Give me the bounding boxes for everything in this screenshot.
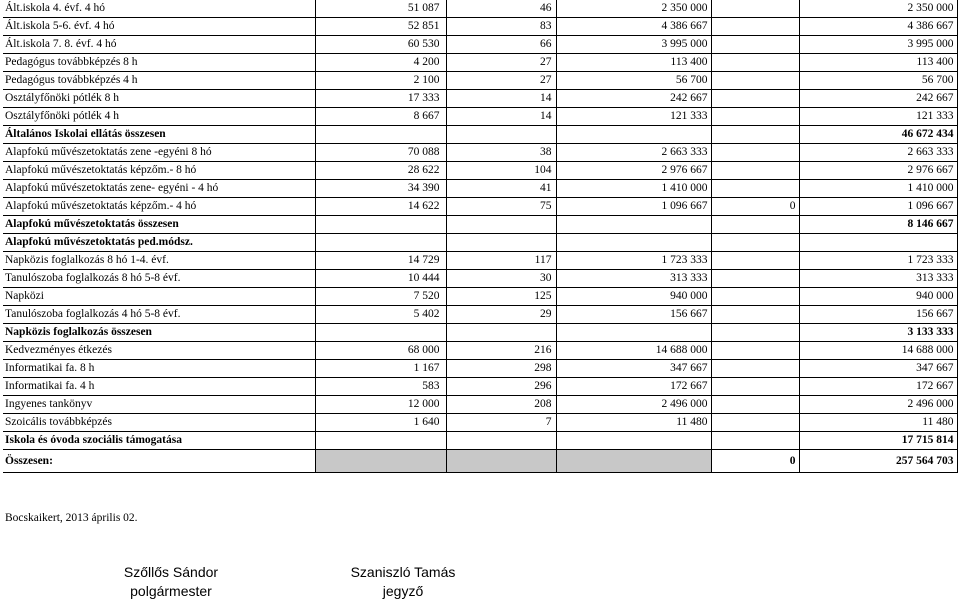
correction-cell — [711, 108, 799, 126]
table-row — [3, 216, 957, 234]
quantity-cell: 117 — [446, 252, 556, 270]
correction-cell — [711, 0, 799, 18]
quantity-cell: 75 — [446, 198, 556, 216]
table-row — [3, 234, 957, 252]
row-label-cell: Ált.iskola 7. 8. évf. 4 hó — [3, 36, 315, 54]
table-row — [3, 360, 957, 378]
total-amount-cell: 56 700 — [799, 72, 957, 90]
amount-cell: 347 667 — [556, 360, 711, 378]
quantity-cell: 30 — [446, 270, 556, 288]
row-label-cell: Általános Iskolai ellátás összesen — [3, 126, 315, 144]
row-label-cell: Ingyenes tankönyv — [3, 396, 315, 414]
amount-cell: 121 333 — [556, 108, 711, 126]
correction-cell — [711, 72, 799, 90]
correction-cell — [711, 432, 799, 450]
row-label-cell: Alapfokú művészetoktatás zene -egyéni 8 hó — [3, 144, 315, 162]
row-label-cell: Ált.iskola 4. évf. 4 hó — [3, 0, 315, 18]
table-row — [3, 414, 957, 432]
amount-cell — [556, 234, 711, 252]
quantity-cell — [446, 234, 556, 252]
table-row — [3, 162, 957, 180]
correction-cell — [711, 378, 799, 396]
correction-cell — [711, 90, 799, 108]
unit-amount-cell: 60 530 — [315, 36, 446, 54]
quantity-cell: 41 — [446, 180, 556, 198]
unit-amount-cell — [315, 216, 446, 234]
unit-amount-cell: 52 851 — [315, 18, 446, 36]
correction-cell — [711, 270, 799, 288]
total-amount-cell: 313 333 — [799, 270, 957, 288]
table-row — [3, 36, 957, 54]
table-row — [3, 18, 957, 36]
unit-amount-cell: 10 444 — [315, 270, 446, 288]
total-amount-cell: 113 400 — [799, 54, 957, 72]
total-amount-cell: 121 333 — [799, 108, 957, 126]
amount-cell — [556, 324, 711, 342]
row-label-cell: Tanulószoba foglalkozás 8 hó 5-8 évf. — [3, 270, 315, 288]
amount-cell: 2 496 000 — [556, 396, 711, 414]
amount-cell: 2 350 000 — [556, 0, 711, 18]
total-amount-cell — [799, 234, 957, 252]
correction-cell — [711, 360, 799, 378]
total-amount-cell: 4 386 667 — [799, 18, 957, 36]
row-label-cell: Alapfokú művészetoktatás képzőm.- 4 hó — [3, 198, 315, 216]
quantity-cell: 7 — [446, 414, 556, 432]
correction-cell — [711, 180, 799, 198]
amount-cell: 4 386 667 — [556, 18, 711, 36]
table-body — [3, 0, 957, 473]
row-label-cell: Osztályfőnöki pótlék 8 h — [3, 90, 315, 108]
total-amount-cell: 2 350 000 — [799, 0, 957, 18]
table-row — [3, 378, 957, 396]
correction-cell — [711, 396, 799, 414]
total-amount-cell: 11 480 — [799, 414, 957, 432]
total-amount-cell: 257 564 703 — [799, 450, 957, 473]
total-amount-cell: 2 976 667 — [799, 162, 957, 180]
total-amount-cell: 1 096 667 — [799, 198, 957, 216]
unit-amount-cell: 7 520 — [315, 288, 446, 306]
correction-cell — [711, 216, 799, 234]
signature-notary — [338, 563, 468, 601]
correction-cell — [711, 288, 799, 306]
row-label-cell: Összesen: — [3, 450, 315, 473]
total-amount-cell: 242 667 — [799, 90, 957, 108]
table-row — [3, 0, 957, 18]
unit-amount-cell: 1 640 — [315, 414, 446, 432]
amount-cell: 242 667 — [556, 90, 711, 108]
table-row — [3, 450, 957, 473]
quantity-cell: 104 — [446, 162, 556, 180]
signature-name: Szőllős Sándor — [123, 564, 219, 580]
correction-cell — [711, 414, 799, 432]
total-amount-cell: 8 146 667 — [799, 216, 957, 234]
table-row — [3, 342, 957, 360]
row-label-cell: Napközi — [3, 288, 315, 306]
total-amount-cell: 940 000 — [799, 288, 957, 306]
total-amount-cell: 3 995 000 — [799, 36, 957, 54]
quantity-cell: 27 — [446, 54, 556, 72]
amount-cell — [556, 450, 711, 473]
correction-cell — [711, 324, 799, 342]
quantity-cell — [446, 126, 556, 144]
amount-cell: 113 400 — [556, 54, 711, 72]
row-label-cell: Alapfokú művészetoktatás képzőm.- 8 hó — [3, 162, 315, 180]
unit-amount-cell — [315, 324, 446, 342]
unit-amount-cell: 70 088 — [315, 144, 446, 162]
correction-cell — [711, 54, 799, 72]
quantity-cell: 216 — [446, 342, 556, 360]
amount-cell: 1 410 000 — [556, 180, 711, 198]
unit-amount-cell: 68 000 — [315, 342, 446, 360]
quantity-cell: 296 — [446, 378, 556, 396]
correction-cell — [711, 162, 799, 180]
total-amount-cell: 46 672 434 — [799, 126, 957, 144]
total-amount-cell: 1 723 333 — [799, 252, 957, 270]
row-label-cell: Alapfokú művészetoktatás zene- egyéni - 4 hó — [3, 180, 315, 198]
row-label-cell: Ált.iskola 5-6. évf. 4 hó — [3, 18, 315, 36]
table-row — [3, 270, 957, 288]
table-row — [3, 396, 957, 414]
amount-cell — [556, 126, 711, 144]
quantity-cell — [446, 450, 556, 473]
table-row — [3, 126, 957, 144]
amount-cell: 156 667 — [556, 306, 711, 324]
correction-cell — [711, 36, 799, 54]
quantity-cell: 27 — [446, 72, 556, 90]
amount-cell: 11 480 — [556, 414, 711, 432]
signature-name: Szaniszló Tamás — [350, 564, 456, 580]
budget-table — [3, 0, 958, 473]
total-amount-cell: 2 663 333 — [799, 144, 957, 162]
unit-amount-cell — [315, 432, 446, 450]
unit-amount-cell: 8 667 — [315, 108, 446, 126]
row-label-cell: Napközis foglalkozás összesen — [3, 324, 315, 342]
table-row — [3, 306, 957, 324]
table-row — [3, 432, 957, 450]
correction-cell — [711, 18, 799, 36]
row-label-cell: Szoicális továbbképzés — [3, 414, 315, 432]
quantity-cell: 46 — [446, 0, 556, 18]
row-label-cell: Alapfokú művészetoktatás ped.módsz. — [3, 234, 315, 252]
unit-amount-cell: 14 729 — [315, 252, 446, 270]
signature-title: jegyző — [382, 583, 424, 599]
quantity-cell: 66 — [446, 36, 556, 54]
signature-mayor — [108, 563, 234, 601]
unit-amount-cell: 12 000 — [315, 396, 446, 414]
total-amount-cell: 1 410 000 — [799, 180, 957, 198]
quantity-cell: 298 — [446, 360, 556, 378]
table-row — [3, 144, 957, 162]
unit-amount-cell: 583 — [315, 378, 446, 396]
row-label-cell: Pedagógus továbbképzés 8 h — [3, 54, 315, 72]
amount-cell: 3 995 000 — [556, 36, 711, 54]
correction-cell: 0 — [711, 198, 799, 216]
row-label-cell: Pedagógus továbbképzés 4 h — [3, 72, 315, 90]
correction-cell — [711, 252, 799, 270]
table-row — [3, 324, 957, 342]
amount-cell: 172 667 — [556, 378, 711, 396]
unit-amount-cell: 2 100 — [315, 72, 446, 90]
amount-cell: 56 700 — [556, 72, 711, 90]
row-label-cell: Alapfokú művészetoktatás összesen — [3, 216, 315, 234]
table-row — [3, 288, 957, 306]
row-label-cell: Kedvezményes étkezés — [3, 342, 315, 360]
unit-amount-cell: 28 622 — [315, 162, 446, 180]
amount-cell: 2 976 667 — [556, 162, 711, 180]
table-row — [3, 90, 957, 108]
quantity-cell: 208 — [446, 396, 556, 414]
quantity-cell: 14 — [446, 90, 556, 108]
unit-amount-cell: 34 390 — [315, 180, 446, 198]
total-amount-cell: 17 715 814 — [799, 432, 957, 450]
amount-cell: 1 723 333 — [556, 252, 711, 270]
correction-cell — [711, 342, 799, 360]
total-amount-cell: 347 667 — [799, 360, 957, 378]
row-label-cell: Napközis foglalkozás 8 hó 1-4. évf. — [3, 252, 315, 270]
amount-cell: 1 096 667 — [556, 198, 711, 216]
table-row — [3, 72, 957, 90]
amount-cell — [556, 216, 711, 234]
amount-cell: 940 000 — [556, 288, 711, 306]
quantity-cell — [446, 432, 556, 450]
correction-cell — [711, 144, 799, 162]
amount-cell: 14 688 000 — [556, 342, 711, 360]
table-row — [3, 252, 957, 270]
correction-cell: 0 — [711, 450, 799, 473]
quantity-cell: 83 — [446, 18, 556, 36]
row-label-cell: Informatikai fa. 8 h — [3, 360, 315, 378]
correction-cell — [711, 234, 799, 252]
row-label-cell: Osztályfőnöki pótlék 4 h — [3, 108, 315, 126]
quantity-cell: 38 — [446, 144, 556, 162]
unit-amount-cell: 14 622 — [315, 198, 446, 216]
total-amount-cell: 156 667 — [799, 306, 957, 324]
total-amount-cell: 172 667 — [799, 378, 957, 396]
correction-cell — [711, 306, 799, 324]
table-row — [3, 108, 957, 126]
unit-amount-cell: 1 167 — [315, 360, 446, 378]
unit-amount-cell — [315, 126, 446, 144]
total-amount-cell: 2 496 000 — [799, 396, 957, 414]
amount-cell — [556, 432, 711, 450]
unit-amount-cell — [315, 450, 446, 473]
total-amount-cell: 3 133 333 — [799, 324, 957, 342]
total-amount-cell: 14 688 000 — [799, 342, 957, 360]
table-row — [3, 198, 957, 216]
table-row — [3, 54, 957, 72]
unit-amount-cell: 4 200 — [315, 54, 446, 72]
correction-cell — [711, 126, 799, 144]
unit-amount-cell: 51 087 — [315, 0, 446, 18]
row-label-cell: Iskola és óvoda szociális támogatása — [3, 432, 315, 450]
quantity-cell: 125 — [446, 288, 556, 306]
quantity-cell: 14 — [446, 108, 556, 126]
amount-cell: 313 333 — [556, 270, 711, 288]
footer-date: Bocskaikert, 2013 április 02. — [5, 512, 138, 524]
signature-title: polgármester — [130, 583, 212, 599]
quantity-cell: 29 — [446, 306, 556, 324]
unit-amount-cell: 17 333 — [315, 90, 446, 108]
quantity-cell — [446, 324, 556, 342]
amount-cell: 2 663 333 — [556, 144, 711, 162]
quantity-cell — [446, 216, 556, 234]
row-label-cell: Tanulószoba foglalkozás 4 hó 5-8 évf. — [3, 306, 315, 324]
table-row — [3, 180, 957, 198]
row-label-cell: Informatikai fa. 4 h — [3, 378, 315, 396]
unit-amount-cell: 5 402 — [315, 306, 446, 324]
unit-amount-cell — [315, 234, 446, 252]
